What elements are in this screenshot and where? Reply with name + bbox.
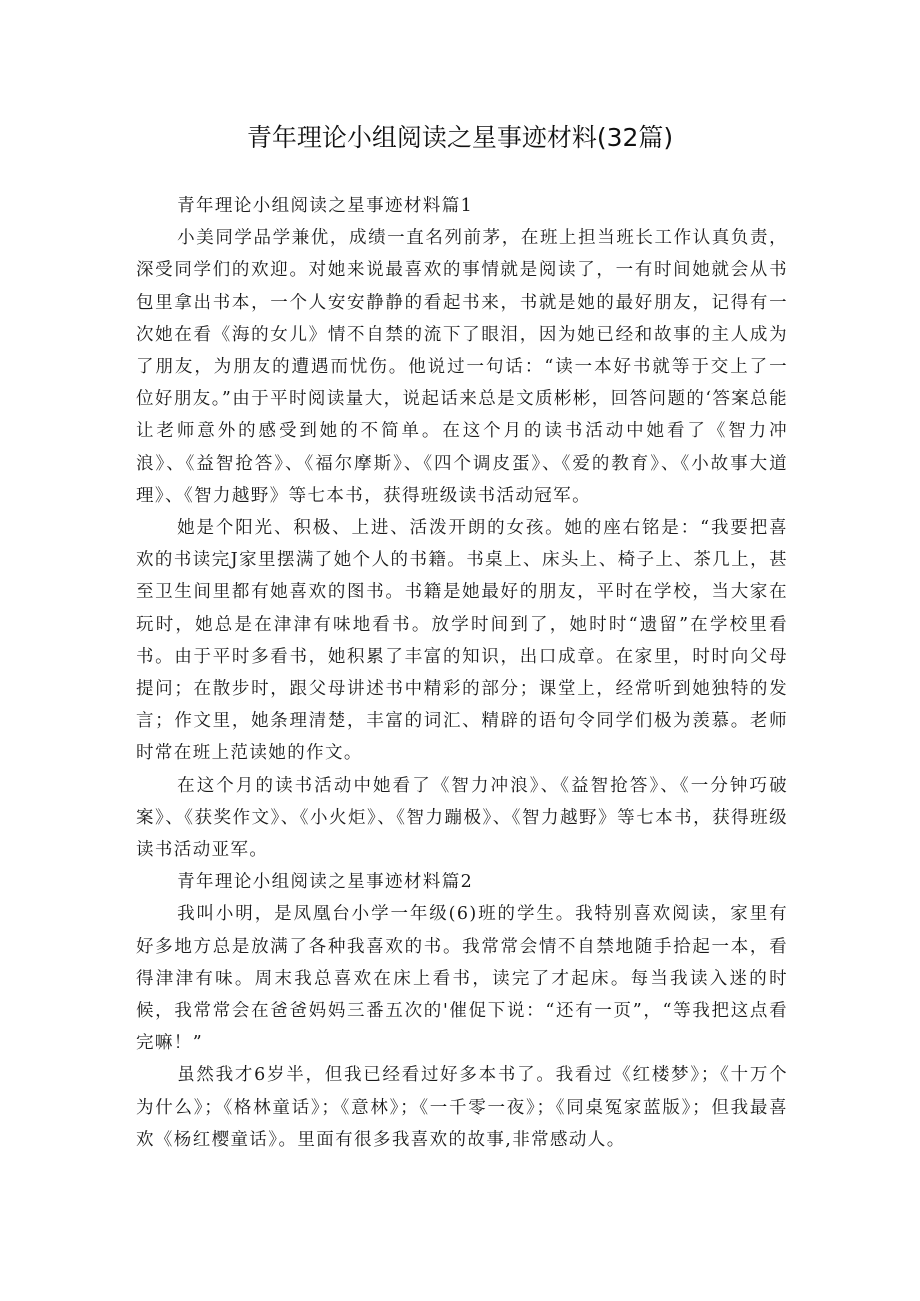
section-heading: 青年理论小组阅读之星事迹材料篇1	[177, 196, 474, 216]
body-paragraph: 小美同学品学兼优，成绩一直名列前茅，在班上担当班长工作认真负责，深受同学们的欢迎。对她来说最喜欢的事情就是阅读了，一有时间她就会从书包里拿出书本，一个人安安静静的看起书来，书就是她的最好朋友，记得有一次她在看《海的女儿》情不自禁的流下了眼泪，因为她已经和故事的主人成为了朋友，为朋友的遭遇而忧伤。他说过一句话：“读一本好书就等于交上了一位好朋友。”由于平时阅读量大，说起话来总是文质彬彬，回答问题的‘答案总能让老师意外的感受到她的不简单。在这个月的读书活动中她看了《智力冲浪》、《益智抢答》、《福尔摩斯》、《四个调皮蛋》、《爱的教育》、《小故事大道理》、《智力越野》等七本书，获得班级读书活动冠军。	[136, 228, 788, 506]
section-heading: 青年理论小组阅读之星事迹材料篇2	[177, 872, 474, 893]
document-body	[136, 190, 788, 1156]
body-paragraph: 虽然我才6岁半，但我已经看过好多本书了。我看过《红楼梦》；《十万个为什么》；《格林童话》；《意林》；《一千零一夜》；《同桌冤家蓝版》；但我最喜欢《杨红樱童话》。里面有很多我喜欢的故事,非常感动人。	[136, 1065, 788, 1150]
document-title: 青年理论小组阅读之星事迹材料(32篇)	[246, 123, 674, 152]
body-paragraph: 她是个阳光、积极、上进、活泼开朗的女孩。她的座右铭是：“我要把喜欢的书读完J家里摆满了她个人的书籍。书桌上、床头上、椅子上、茶几上，甚至卫生间里都有她喜欢的图书。书籍是她最好的朋友，平时在学校，当大家在玩时，她总是在津津有味地看书。放学时间到了，她时时“遗留”在学校里看书。由于平时多看书，她积累了丰富的知识，出口成章。在家里，时时向父母提问；在散步时，跟父母讲述书中精彩的部分；课堂上，经常听到她独特的发言；作文里，她条理清楚，丰富的词汇、精辟的语句令同学们极为羡慕。老师时常在班上范读她的作文。	[136, 518, 788, 764]
body-paragraph: 我叫小明，是凤凰台小学一年级(6)班的学生。我特别喜欢阅读，家里有好多地方总是放满了各种我喜欢的书。我常常会情不自禁地随手拾起一本，看得津津有味。周末我总喜欢在床上看书，读完了才起床。每当我读入迷的时候，我常常会在爸爸妈妈三番五次的'催促下说：“还有一页”，“等我把这点看完嘛！”	[136, 904, 788, 1054]
body-paragraph: 在这个月的读书活动中她看了《智力冲浪》、《益智抢答》、《一分钟巧破案》、《获奖作文》、《小火炬》、《智力蹦极》、《智力越野》等七本书，获得班级读书活动亚军。	[136, 775, 788, 861]
